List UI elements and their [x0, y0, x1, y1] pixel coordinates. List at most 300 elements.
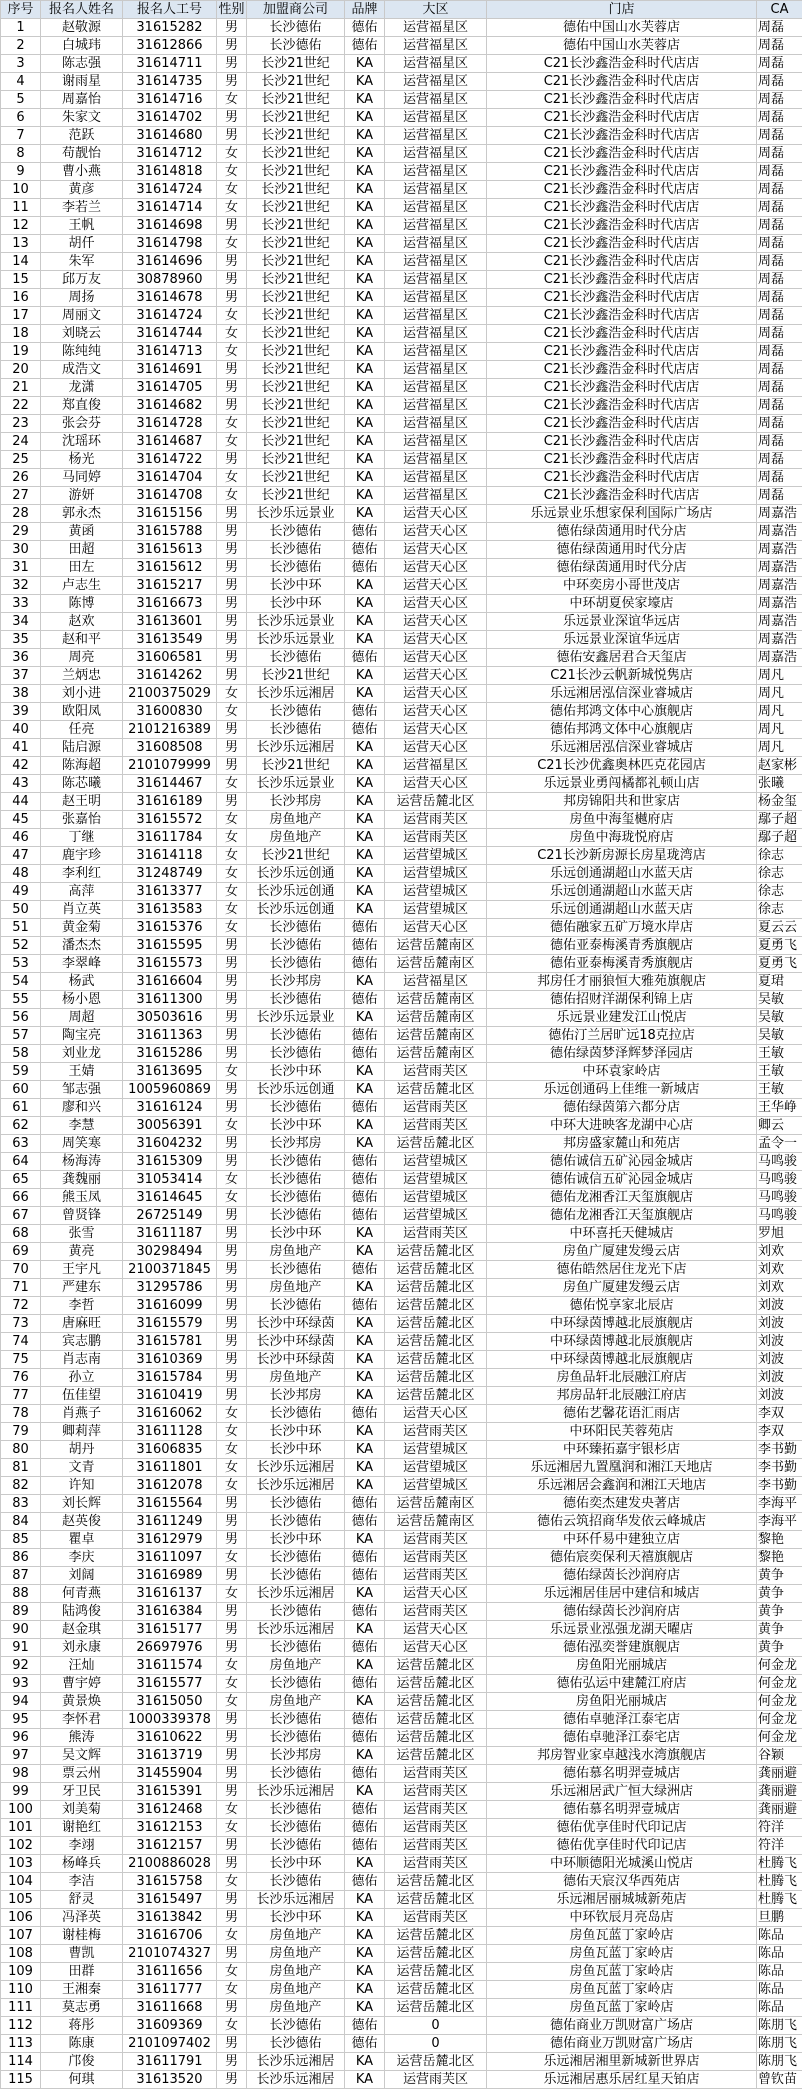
cell-ca[interactable]: 吴敏: [757, 1009, 802, 1027]
cell-store[interactable]: 房鱼广厦建发缦云店: [487, 1243, 757, 1261]
cell-gender[interactable]: 女: [217, 1477, 247, 1495]
cell-index[interactable]: 55: [1, 991, 41, 1009]
cell-brand[interactable]: 德佑: [345, 721, 385, 739]
cell-index[interactable]: 18: [1, 325, 41, 343]
cell-store[interactable]: 邦房盛家麓山和苑店: [487, 1135, 757, 1153]
cell-region[interactable]: 运营雨芙区: [385, 1765, 487, 1783]
cell-gender[interactable]: 男: [217, 1351, 247, 1369]
cell-store[interactable]: 中环袁家岭店: [487, 1063, 757, 1081]
cell-brand[interactable]: 德佑: [345, 1099, 385, 1117]
cell-brand[interactable]: 德佑: [345, 2017, 385, 2035]
cell-store[interactable]: 德佑泓奕誉建旗舰店: [487, 1639, 757, 1657]
cell-gender[interactable]: 男: [217, 109, 247, 127]
cell-franchise-company[interactable]: 长沙德佑: [247, 1261, 345, 1279]
cell-employee-id[interactable]: 31615391: [123, 1783, 217, 1801]
cell-franchise-company[interactable]: 长沙乐远湘居: [247, 2053, 345, 2071]
cell-franchise-company[interactable]: 长沙21世纪: [247, 145, 345, 163]
cell-franchise-company[interactable]: 长沙德佑: [247, 649, 345, 667]
cell-store[interactable]: 德佑亚泰梅溪青秀旗舰店: [487, 955, 757, 973]
cell-store[interactable]: C21长沙新房源长房星珑湾店: [487, 847, 757, 865]
cell-gender[interactable]: 女: [217, 1171, 247, 1189]
cell-employee-id[interactable]: 31613549: [123, 631, 217, 649]
cell-name[interactable]: 周笑寒: [41, 1135, 123, 1153]
cell-brand[interactable]: KA: [345, 739, 385, 757]
cell-store[interactable]: 德佑诚信五矿沁园金城店: [487, 1153, 757, 1171]
cell-gender[interactable]: 男: [217, 55, 247, 73]
cell-name[interactable]: 卢志生: [41, 577, 123, 595]
cell-index[interactable]: 10: [1, 181, 41, 199]
cell-store[interactable]: C21长沙鑫浩金科时代店店: [487, 451, 757, 469]
cell-employee-id[interactable]: 31615156: [123, 505, 217, 523]
cell-index[interactable]: 73: [1, 1315, 41, 1333]
cell-index[interactable]: 17: [1, 307, 41, 325]
cell-name[interactable]: 潘杰杰: [41, 937, 123, 955]
cell-store[interactable]: 德佑亚泰梅溪青秀旗舰店: [487, 937, 757, 955]
cell-store[interactable]: C21长沙鑫浩金科时代店店: [487, 253, 757, 271]
cell-ca[interactable]: 陈品: [757, 1963, 802, 1981]
cell-employee-id[interactable]: 31611784: [123, 829, 217, 847]
cell-region[interactable]: 运营福星区: [385, 109, 487, 127]
cell-brand[interactable]: KA: [345, 775, 385, 793]
cell-employee-id[interactable]: 30878960: [123, 271, 217, 289]
cell-gender[interactable]: 女: [217, 325, 247, 343]
cell-name[interactable]: 伍佳望: [41, 1387, 123, 1405]
cell-gender[interactable]: 男: [217, 1099, 247, 1117]
cell-region[interactable]: 运营天心区: [385, 1585, 487, 1603]
cell-store[interactable]: 中环胡夏侯家壕店: [487, 595, 757, 613]
cell-franchise-company[interactable]: 长沙德佑: [247, 1603, 345, 1621]
cell-ca[interactable]: 马鸣骏: [757, 1153, 802, 1171]
cell-franchise-company[interactable]: 长沙德佑: [247, 2035, 345, 2053]
cell-franchise-company[interactable]: 长沙乐远创通: [247, 883, 345, 901]
cell-franchise-company[interactable]: 长沙21世纪: [247, 181, 345, 199]
cell-region[interactable]: 运营天心区: [385, 775, 487, 793]
cell-store[interactable]: 德佑绿茵通用时代分店: [487, 559, 757, 577]
cell-brand[interactable]: 德佑: [345, 1495, 385, 1513]
cell-franchise-company[interactable]: 长沙乐远湘居: [247, 1477, 345, 1495]
cell-store[interactable]: 房鱼中海玺樾府店: [487, 811, 757, 829]
cell-index[interactable]: 68: [1, 1225, 41, 1243]
cell-index[interactable]: 26: [1, 469, 41, 487]
cell-employee-id[interactable]: 31612979: [123, 1531, 217, 1549]
cell-store[interactable]: 德佑诚信五矿沁园金城店: [487, 1171, 757, 1189]
cell-store[interactable]: 乐远湘居泓信深业睿城店: [487, 685, 757, 703]
cell-gender[interactable]: 男: [217, 613, 247, 631]
cell-employee-id[interactable]: 31612468: [123, 1801, 217, 1819]
cell-ca[interactable]: 周磊: [757, 451, 802, 469]
cell-ca[interactable]: 刘波: [757, 1297, 802, 1315]
cell-franchise-company[interactable]: 长沙21世纪: [247, 127, 345, 145]
cell-ca[interactable]: 卿云: [757, 1117, 802, 1135]
cell-employee-id[interactable]: 31614724: [123, 181, 217, 199]
cell-brand[interactable]: KA: [345, 1117, 385, 1135]
cell-ca[interactable]: 周磊: [757, 379, 802, 397]
cell-franchise-company[interactable]: 房鱼地产: [247, 1279, 345, 1297]
cell-index[interactable]: 41: [1, 739, 41, 757]
cell-ca[interactable]: 龚丽避: [757, 1783, 802, 1801]
cell-ca[interactable]: 罗旭: [757, 1225, 802, 1243]
cell-store[interactable]: 中环大进映客龙湖中心店: [487, 1117, 757, 1135]
cell-region[interactable]: 运营福星区: [385, 127, 487, 145]
cell-brand[interactable]: KA: [345, 55, 385, 73]
cell-gender[interactable]: 男: [217, 1999, 247, 2017]
cell-gender[interactable]: 男: [217, 289, 247, 307]
cell-brand[interactable]: KA: [345, 73, 385, 91]
cell-gender[interactable]: 女: [217, 1819, 247, 1837]
cell-store[interactable]: 邦房任才丽狼恒大雅苑旗舰店: [487, 973, 757, 991]
cell-name[interactable]: 王宇凡: [41, 1261, 123, 1279]
cell-name[interactable]: 陈康: [41, 2035, 123, 2053]
cell-ca[interactable]: 周嘉浩: [757, 541, 802, 559]
cell-brand[interactable]: KA: [345, 685, 385, 703]
cell-store[interactable]: 乐远湘居佳居中建信和城店: [487, 1585, 757, 1603]
cell-brand[interactable]: KA: [345, 577, 385, 595]
cell-employee-id[interactable]: 31614716: [123, 91, 217, 109]
cell-employee-id[interactable]: 31611574: [123, 1657, 217, 1675]
cell-store[interactable]: C21长沙鑫浩金科时代店店: [487, 343, 757, 361]
cell-region[interactable]: 运营天心区: [385, 1621, 487, 1639]
cell-region[interactable]: 运营福星区: [385, 397, 487, 415]
cell-name[interactable]: 李哲: [41, 1297, 123, 1315]
cell-ca[interactable]: 周嘉浩: [757, 559, 802, 577]
cell-gender[interactable]: 女: [217, 487, 247, 505]
cell-region[interactable]: 运营雨芙区: [385, 1837, 487, 1855]
cell-index[interactable]: 35: [1, 631, 41, 649]
cell-store[interactable]: 乐远湘居会鑫润和湘江天地店: [487, 1477, 757, 1495]
cell-franchise-company[interactable]: 长沙邦房: [247, 1135, 345, 1153]
cell-store[interactable]: C21长沙鑫浩金科时代店店: [487, 181, 757, 199]
cell-region[interactable]: 运营雨芙区: [385, 1117, 487, 1135]
cell-region[interactable]: 运营岳麓北区: [385, 1333, 487, 1351]
cell-index[interactable]: 20: [1, 361, 41, 379]
header-store[interactable]: 门店: [487, 1, 757, 19]
cell-gender[interactable]: 男: [217, 127, 247, 145]
cell-name[interactable]: 孙立: [41, 1369, 123, 1387]
cell-name[interactable]: 龚魏丽: [41, 1171, 123, 1189]
cell-name[interactable]: 李怀君: [41, 1711, 123, 1729]
cell-employee-id[interactable]: 31616099: [123, 1297, 217, 1315]
cell-store[interactable]: 乐远景业深谊华远店: [487, 613, 757, 631]
cell-brand[interactable]: KA: [345, 595, 385, 613]
cell-name[interactable]: 田群: [41, 1963, 123, 1981]
cell-ca[interactable]: 符洋: [757, 1837, 802, 1855]
cell-gender[interactable]: 男: [217, 541, 247, 559]
cell-gender[interactable]: 男: [217, 1729, 247, 1747]
cell-store[interactable]: 德佑龙湘香江天玺旗舰店: [487, 1189, 757, 1207]
cell-gender[interactable]: 男: [217, 2053, 247, 2071]
cell-gender[interactable]: 男: [217, 19, 247, 37]
cell-ca[interactable]: 刘波: [757, 1369, 802, 1387]
cell-name[interactable]: 陆鸿俊: [41, 1603, 123, 1621]
cell-franchise-company[interactable]: 长沙德佑: [247, 37, 345, 55]
cell-franchise-company[interactable]: 长沙德佑: [247, 1153, 345, 1171]
cell-name[interactable]: 卿莉萍: [41, 1423, 123, 1441]
cell-index[interactable]: 109: [1, 1963, 41, 1981]
cell-brand[interactable]: KA: [345, 505, 385, 523]
cell-index[interactable]: 29: [1, 523, 41, 541]
cell-franchise-company[interactable]: 长沙乐远湘居: [247, 1459, 345, 1477]
cell-name[interactable]: 丁继: [41, 829, 123, 847]
cell-franchise-company[interactable]: 长沙德佑: [247, 1873, 345, 1891]
cell-ca[interactable]: 周磊: [757, 469, 802, 487]
cell-index[interactable]: 49: [1, 883, 41, 901]
cell-brand[interactable]: KA: [345, 1621, 385, 1639]
cell-name[interactable]: 票云州: [41, 1765, 123, 1783]
cell-store[interactable]: 乐远创通湖超山水蓝天店: [487, 865, 757, 883]
cell-index[interactable]: 14: [1, 253, 41, 271]
cell-region[interactable]: 运营岳麓北区: [385, 1891, 487, 1909]
cell-employee-id[interactable]: 31616124: [123, 1099, 217, 1117]
cell-store[interactable]: 德佑商业万凯财富广场店: [487, 2017, 757, 2035]
cell-index[interactable]: 12: [1, 217, 41, 235]
cell-brand[interactable]: KA: [345, 667, 385, 685]
cell-region[interactable]: 运营天心区: [385, 577, 487, 595]
cell-index[interactable]: 5: [1, 91, 41, 109]
cell-region[interactable]: 0: [385, 2017, 487, 2035]
cell-gender[interactable]: 女: [217, 91, 247, 109]
cell-name[interactable]: 刘业龙: [41, 1045, 123, 1063]
cell-index[interactable]: 74: [1, 1333, 41, 1351]
cell-name[interactable]: 杨武: [41, 973, 123, 991]
cell-region[interactable]: 运营雨芙区: [385, 1063, 487, 1081]
cell-name[interactable]: 李利红: [41, 865, 123, 883]
cell-region[interactable]: 运营福星区: [385, 145, 487, 163]
cell-index[interactable]: 84: [1, 1513, 41, 1531]
cell-employee-id[interactable]: 31609369: [123, 2017, 217, 2035]
cell-ca[interactable]: 周嘉浩: [757, 631, 802, 649]
cell-franchise-company[interactable]: 长沙乐远创通: [247, 901, 345, 919]
cell-index[interactable]: 79: [1, 1423, 41, 1441]
cell-store[interactable]: 乐远景业深谊华远店: [487, 631, 757, 649]
cell-ca[interactable]: 周磊: [757, 253, 802, 271]
cell-ca[interactable]: 杜腾飞: [757, 1873, 802, 1891]
cell-region[interactable]: 运营岳麓北区: [385, 1729, 487, 1747]
cell-region[interactable]: 运营雨芙区: [385, 1531, 487, 1549]
cell-employee-id[interactable]: 31615309: [123, 1153, 217, 1171]
cell-index[interactable]: 69: [1, 1243, 41, 1261]
cell-ca[interactable]: 刘波: [757, 1387, 802, 1405]
cell-franchise-company[interactable]: 房鱼地产: [247, 1963, 345, 1981]
cell-index[interactable]: 2: [1, 37, 41, 55]
cell-brand[interactable]: KA: [345, 757, 385, 775]
cell-index[interactable]: 23: [1, 415, 41, 433]
cell-gender[interactable]: 男: [217, 217, 247, 235]
cell-store[interactable]: 房鱼中海珑悦府店: [487, 829, 757, 847]
cell-brand[interactable]: 德佑: [345, 703, 385, 721]
cell-gender[interactable]: 男: [217, 1279, 247, 1297]
cell-ca[interactable]: 周嘉浩: [757, 577, 802, 595]
cell-gender[interactable]: 男: [217, 1495, 247, 1513]
cell-brand[interactable]: 德佑: [345, 19, 385, 37]
cell-ca[interactable]: 张曦: [757, 775, 802, 793]
cell-brand[interactable]: KA: [345, 1441, 385, 1459]
cell-franchise-company[interactable]: 长沙21世纪: [247, 451, 345, 469]
cell-brand[interactable]: 德佑: [345, 1549, 385, 1567]
cell-region[interactable]: 运营岳麓北区: [385, 1351, 487, 1369]
cell-franchise-company[interactable]: 长沙德佑: [247, 1549, 345, 1567]
cell-gender[interactable]: 女: [217, 415, 247, 433]
cell-region[interactable]: 运营福星区: [385, 163, 487, 181]
cell-franchise-company[interactable]: 长沙德佑: [247, 541, 345, 559]
cell-name[interactable]: 曾贤锋: [41, 1207, 123, 1225]
cell-index[interactable]: 85: [1, 1531, 41, 1549]
cell-employee-id[interactable]: 31616384: [123, 1603, 217, 1621]
cell-index[interactable]: 36: [1, 649, 41, 667]
cell-franchise-company[interactable]: 长沙乐远湘居: [247, 2071, 345, 2089]
cell-region[interactable]: 运营天心区: [385, 631, 487, 649]
cell-brand[interactable]: KA: [345, 631, 385, 649]
cell-brand[interactable]: KA: [345, 901, 385, 919]
cell-gender[interactable]: 男: [217, 1639, 247, 1657]
cell-index[interactable]: 87: [1, 1567, 41, 1585]
cell-store[interactable]: 乐远创通码上佳维一新城店: [487, 1081, 757, 1099]
cell-region[interactable]: 运营天心区: [385, 559, 487, 577]
cell-name[interactable]: 黄景焕: [41, 1693, 123, 1711]
cell-index[interactable]: 53: [1, 955, 41, 973]
cell-store[interactable]: 中环绿茵博越北辰旗舰店: [487, 1351, 757, 1369]
cell-ca[interactable]: 周凡: [757, 667, 802, 685]
cell-store[interactable]: 德佑皓然居住龙光下店: [487, 1261, 757, 1279]
cell-franchise-company[interactable]: 长沙德佑: [247, 1729, 345, 1747]
cell-ca[interactable]: 黎艳: [757, 1549, 802, 1567]
cell-store[interactable]: 房鱼瓦蓝丁家岭店: [487, 1963, 757, 1981]
cell-franchise-company[interactable]: 长沙德佑: [247, 1189, 345, 1207]
cell-store[interactable]: C21长沙鑫浩金科时代店店: [487, 397, 757, 415]
cell-employee-id[interactable]: 31610419: [123, 1387, 217, 1405]
cell-region[interactable]: 运营福星区: [385, 19, 487, 37]
cell-franchise-company[interactable]: 长沙21世纪: [247, 847, 345, 865]
cell-franchise-company[interactable]: 房鱼地产: [247, 1369, 345, 1387]
cell-franchise-company[interactable]: 长沙德佑: [247, 1171, 345, 1189]
cell-brand[interactable]: KA: [345, 1063, 385, 1081]
cell-index[interactable]: 108: [1, 1945, 41, 1963]
cell-franchise-company[interactable]: 长沙21世纪: [247, 253, 345, 271]
cell-store[interactable]: 房鱼阳光丽城店: [487, 1693, 757, 1711]
cell-brand[interactable]: KA: [345, 415, 385, 433]
cell-employee-id[interactable]: 31614798: [123, 235, 217, 253]
cell-region[interactable]: 运营天心区: [385, 613, 487, 631]
cell-index[interactable]: 60: [1, 1081, 41, 1099]
cell-index[interactable]: 1: [1, 19, 41, 37]
cell-ca[interactable]: 周磊: [757, 91, 802, 109]
cell-employee-id[interactable]: 31614118: [123, 847, 217, 865]
cell-store[interactable]: 德佑中国山水芙蓉店: [487, 19, 757, 37]
cell-index[interactable]: 70: [1, 1261, 41, 1279]
cell-franchise-company[interactable]: 长沙21世纪: [247, 361, 345, 379]
cell-store[interactable]: 乐远景业勇闯橘都礼顿山店: [487, 775, 757, 793]
cell-ca[interactable]: 孟令一: [757, 1135, 802, 1153]
cell-employee-id[interactable]: 31613719: [123, 1747, 217, 1765]
cell-gender[interactable]: 女: [217, 145, 247, 163]
cell-employee-id[interactable]: 31614702: [123, 109, 217, 127]
cell-brand[interactable]: KA: [345, 1279, 385, 1297]
cell-gender[interactable]: 男: [217, 1909, 247, 1927]
cell-brand[interactable]: 德佑: [345, 559, 385, 577]
cell-name[interactable]: 赵和平: [41, 631, 123, 649]
cell-gender[interactable]: 女: [217, 919, 247, 937]
cell-gender[interactable]: 女: [217, 1675, 247, 1693]
cell-ca[interactable]: 陈朋飞: [757, 2053, 802, 2071]
cell-region[interactable]: 运营雨芙区: [385, 1783, 487, 1801]
cell-gender[interactable]: 男: [217, 451, 247, 469]
cell-ca[interactable]: 何金龙: [757, 1729, 802, 1747]
cell-index[interactable]: 45: [1, 811, 41, 829]
cell-name[interactable]: 王婧: [41, 1063, 123, 1081]
cell-index[interactable]: 105: [1, 1891, 41, 1909]
cell-employee-id[interactable]: 31614724: [123, 307, 217, 325]
cell-gender[interactable]: 男: [217, 991, 247, 1009]
cell-store[interactable]: 德佑慕名明羿壹城店: [487, 1801, 757, 1819]
cell-ca[interactable]: 马鸣骏: [757, 1189, 802, 1207]
cell-gender[interactable]: 男: [217, 1837, 247, 1855]
cell-region[interactable]: 运营望城区: [385, 847, 487, 865]
cell-gender[interactable]: 女: [217, 1549, 247, 1567]
cell-name[interactable]: 赵敬源: [41, 19, 123, 37]
cell-franchise-company[interactable]: 长沙德佑: [247, 1567, 345, 1585]
cell-ca[interactable]: 周磊: [757, 199, 802, 217]
cell-franchise-company[interactable]: 长沙21世纪: [247, 271, 345, 289]
cell-ca[interactable]: 周磊: [757, 289, 802, 307]
cell-ca[interactable]: 何金龙: [757, 1657, 802, 1675]
cell-region[interactable]: 运营天心区: [385, 721, 487, 739]
cell-region[interactable]: 运营望城区: [385, 901, 487, 919]
cell-brand[interactable]: KA: [345, 1333, 385, 1351]
cell-index[interactable]: 25: [1, 451, 41, 469]
cell-employee-id[interactable]: 2100375029: [123, 685, 217, 703]
cell-name[interactable]: 苟靓怡: [41, 145, 123, 163]
cell-gender[interactable]: 男: [217, 1315, 247, 1333]
cell-employee-id[interactable]: 26725149: [123, 1207, 217, 1225]
cell-index[interactable]: 62: [1, 1117, 41, 1135]
cell-brand[interactable]: KA: [345, 1657, 385, 1675]
cell-gender[interactable]: 男: [217, 505, 247, 523]
cell-brand[interactable]: 德佑: [345, 1801, 385, 1819]
cell-store[interactable]: 中环奕房小哥世茂店: [487, 577, 757, 595]
cell-ca[interactable]: 王敏: [757, 1045, 802, 1063]
cell-ca[interactable]: 周磊: [757, 487, 802, 505]
cell-brand[interactable]: KA: [345, 883, 385, 901]
cell-name[interactable]: 黄亮: [41, 1243, 123, 1261]
cell-employee-id[interactable]: 30503616: [123, 1009, 217, 1027]
cell-region[interactable]: 运营福星区: [385, 235, 487, 253]
cell-store[interactable]: C21长沙鑫浩金科时代店店: [487, 199, 757, 217]
cell-franchise-company[interactable]: 房鱼地产: [247, 1981, 345, 1999]
cell-brand[interactable]: KA: [345, 973, 385, 991]
cell-index[interactable]: 13: [1, 235, 41, 253]
cell-employee-id[interactable]: 31614728: [123, 415, 217, 433]
cell-brand[interactable]: KA: [345, 451, 385, 469]
cell-franchise-company[interactable]: 长沙中环绿茵: [247, 1315, 345, 1333]
cell-franchise-company[interactable]: 长沙德佑: [247, 1801, 345, 1819]
cell-name[interactable]: 许知: [41, 1477, 123, 1495]
cell-gender[interactable]: 男: [217, 559, 247, 577]
cell-franchise-company[interactable]: 长沙21世纪: [247, 415, 345, 433]
cell-employee-id[interactable]: 31613377: [123, 883, 217, 901]
cell-index[interactable]: 65: [1, 1171, 41, 1189]
cell-franchise-company[interactable]: 长沙21世纪: [247, 379, 345, 397]
cell-franchise-company[interactable]: 长沙21世纪: [247, 163, 345, 181]
cell-franchise-company[interactable]: 房鱼地产: [247, 1999, 345, 2017]
cell-ca[interactable]: 周凡: [757, 739, 802, 757]
cell-employee-id[interactable]: 31610622: [123, 1729, 217, 1747]
cell-brand[interactable]: 德佑: [345, 1567, 385, 1585]
cell-store[interactable]: 中环阳民芙蓉苑店: [487, 1423, 757, 1441]
cell-store[interactable]: 中环顺德阳光城溪山悦店: [487, 1855, 757, 1873]
cell-store[interactable]: C21长沙鑫浩金科时代店店: [487, 163, 757, 181]
cell-brand[interactable]: 德佑: [345, 1171, 385, 1189]
cell-employee-id[interactable]: 31604232: [123, 1135, 217, 1153]
cell-store[interactable]: 德佑招财洋湖保利锦上店: [487, 991, 757, 1009]
